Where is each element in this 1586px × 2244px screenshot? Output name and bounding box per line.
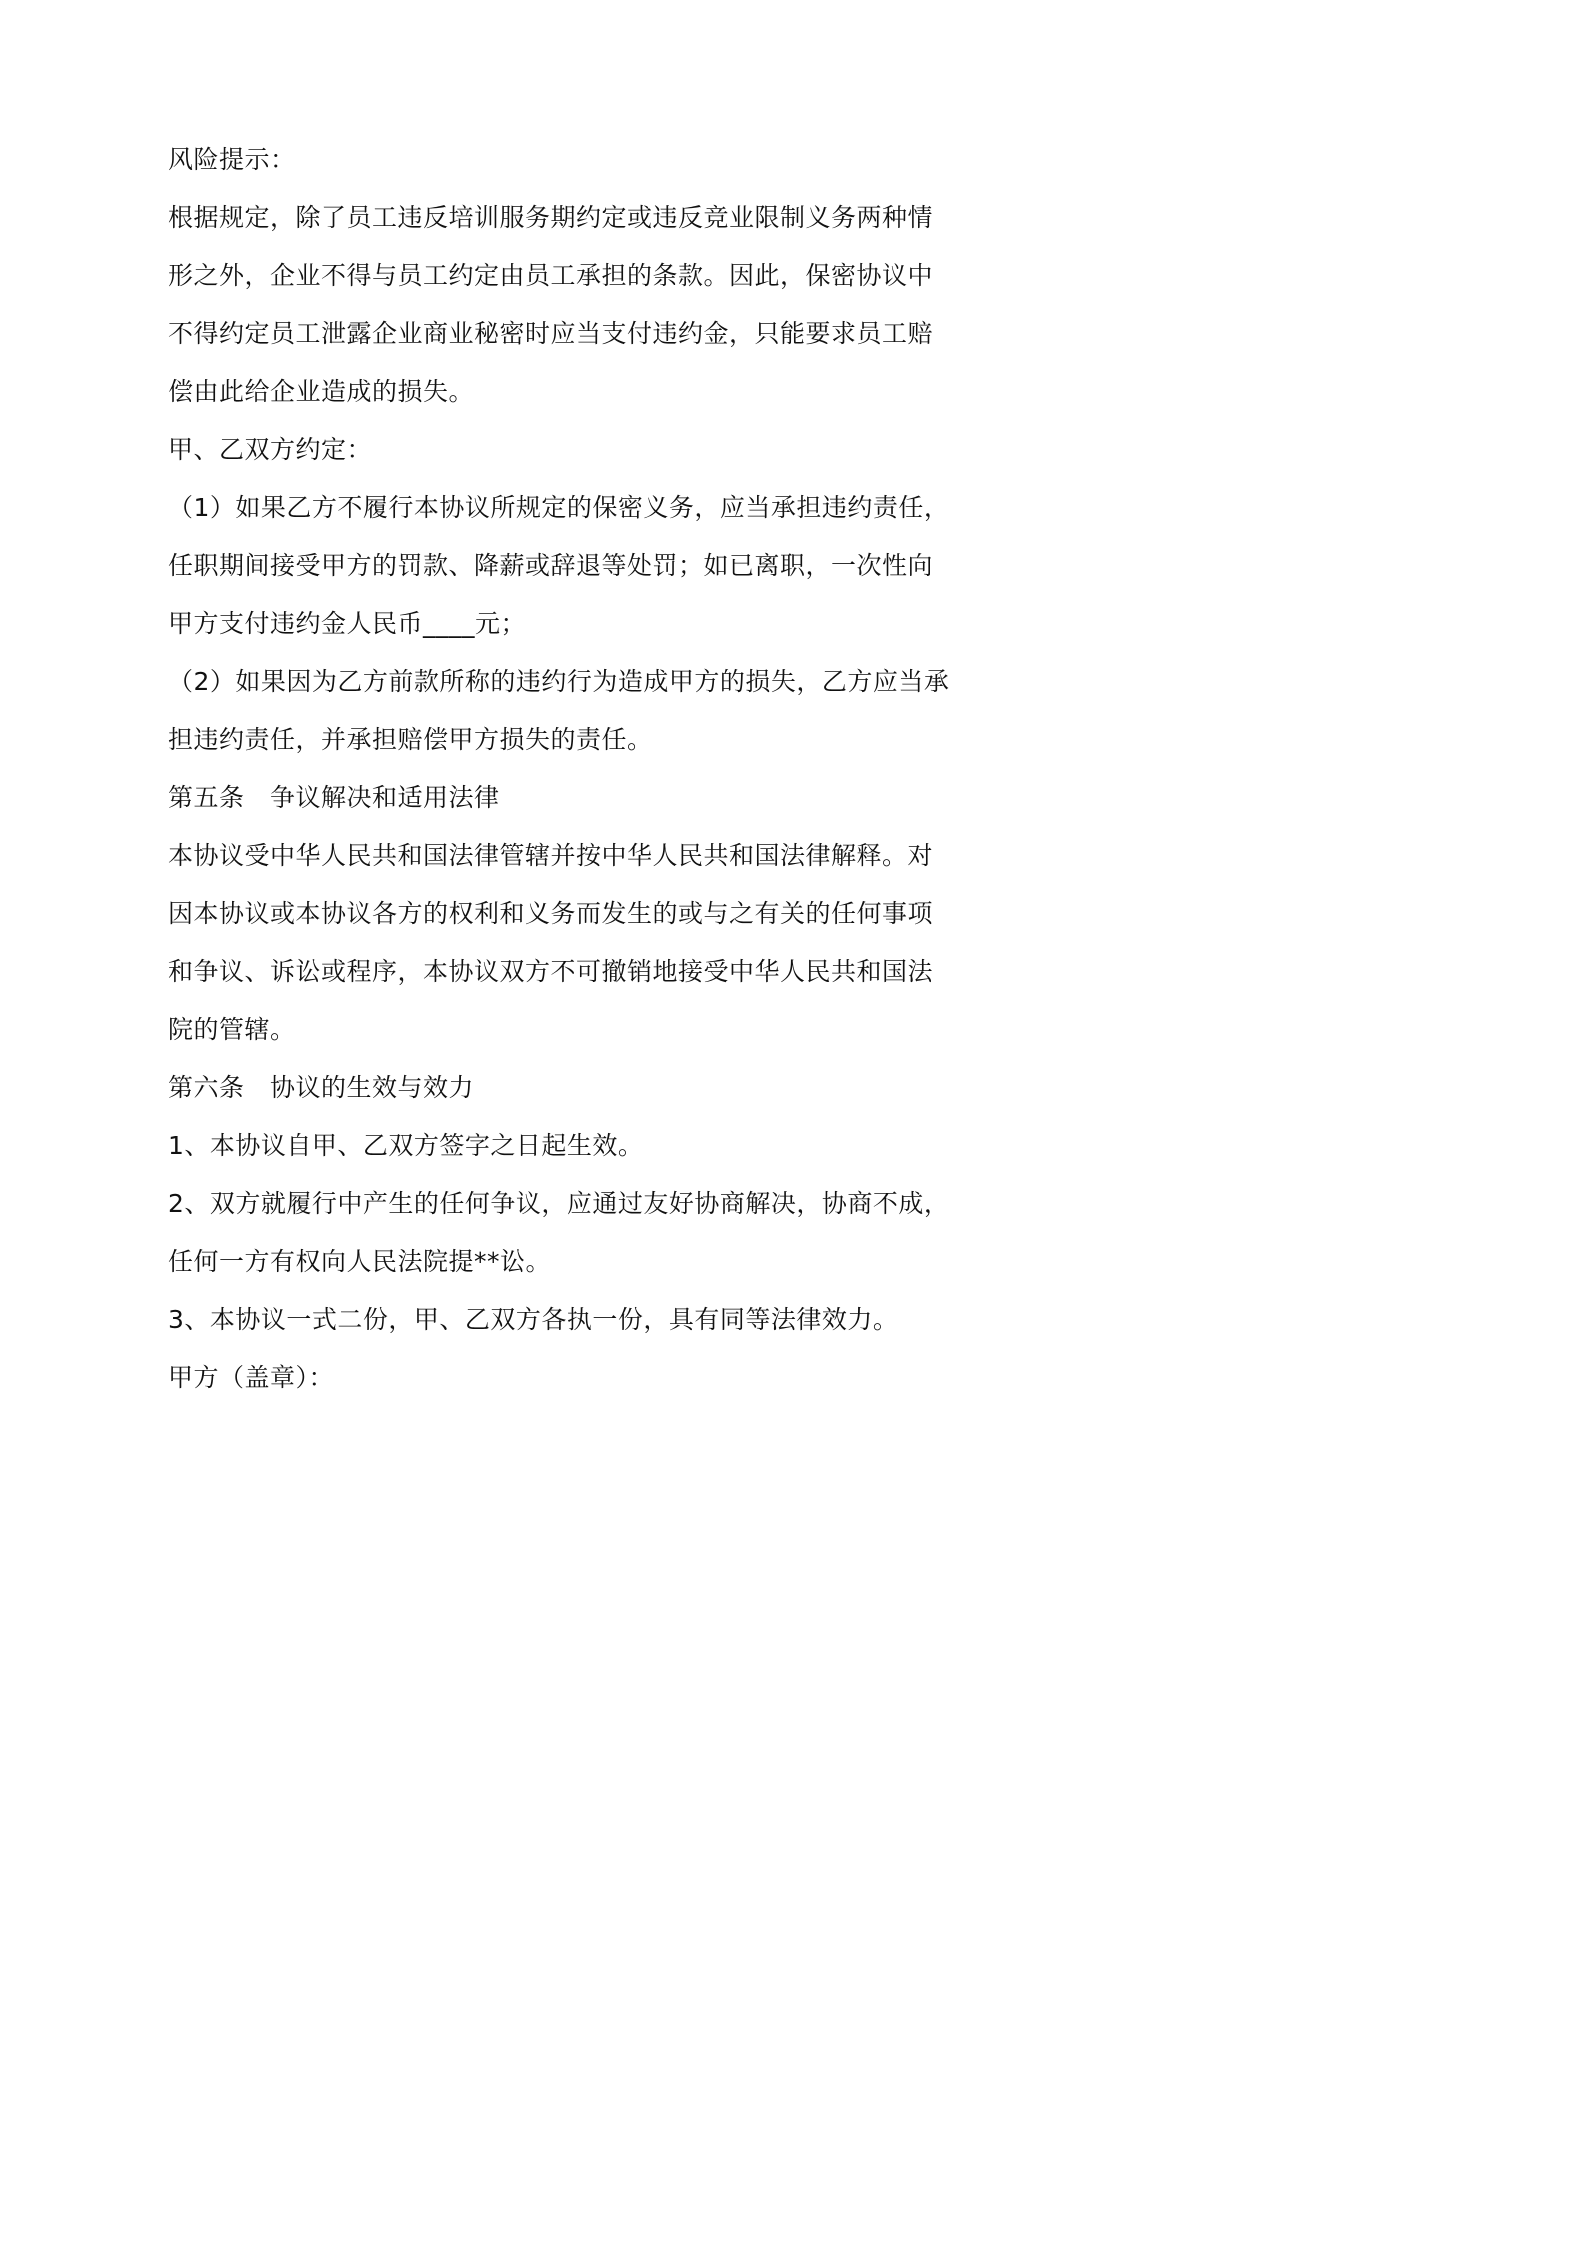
document-page xyxy=(0,0,1106,1562)
item-3: 3、本协议一式二份，甲、乙双方各执一份，具有同等法律效力。 xyxy=(168,1305,899,1334)
agreement-intro: 甲、乙双方约定： xyxy=(168,435,373,464)
document-body xyxy=(168,131,958,1407)
party-a-seal: 甲方（盖章）： xyxy=(168,1363,335,1392)
article-5-body: 本协议受中华人民共和国法律管辖并按中华人民共和国法律解释。对因本协议或本协议各方的权利和义务而发生的或与之有关的任何事项和争议、诉讼或程序，本协议双方不可撤销地接受中华人民共和国法院的管辖。 xyxy=(168,841,934,1044)
item-2: 2、双方就履行中产生的任何争议，应通过友好协商解决，协商不成，任何一方有权向人民法院提**讼。 xyxy=(168,1189,950,1276)
clause-1: （1）如果乙方不履行本协议所规定的保密义务，应当承担违约责任，任职期间接受甲方的罚款、降薪或辞退等处罚；如已离职，一次性向甲方支付违约金人民币____元； xyxy=(168,493,950,638)
risk-title: 风险提示： xyxy=(168,145,296,174)
clause-2: （2）如果因为乙方前款所称的违约行为造成甲方的损失，乙方应当承担违约责任，并承担赔偿甲方损失的责任。 xyxy=(168,667,950,754)
article-6-heading: 第六条 协议的生效与效力 xyxy=(168,1073,475,1102)
risk-body: 根据规定，除了员工违反培训服务期约定或违反竞业限制义务两种情形之外，企业不得与员工约定由员工承担的条款。因此，保密协议中不得约定员工泄露企业商业秘密时应当支付违约金，只能要求员工赔偿由此给企业造成的损失。 xyxy=(168,203,934,406)
item-1: 1、本协议自甲、乙双方签字之日起生效。 xyxy=(168,1131,644,1160)
article-5-heading: 第五条 争议解决和适用法律 xyxy=(168,783,500,812)
